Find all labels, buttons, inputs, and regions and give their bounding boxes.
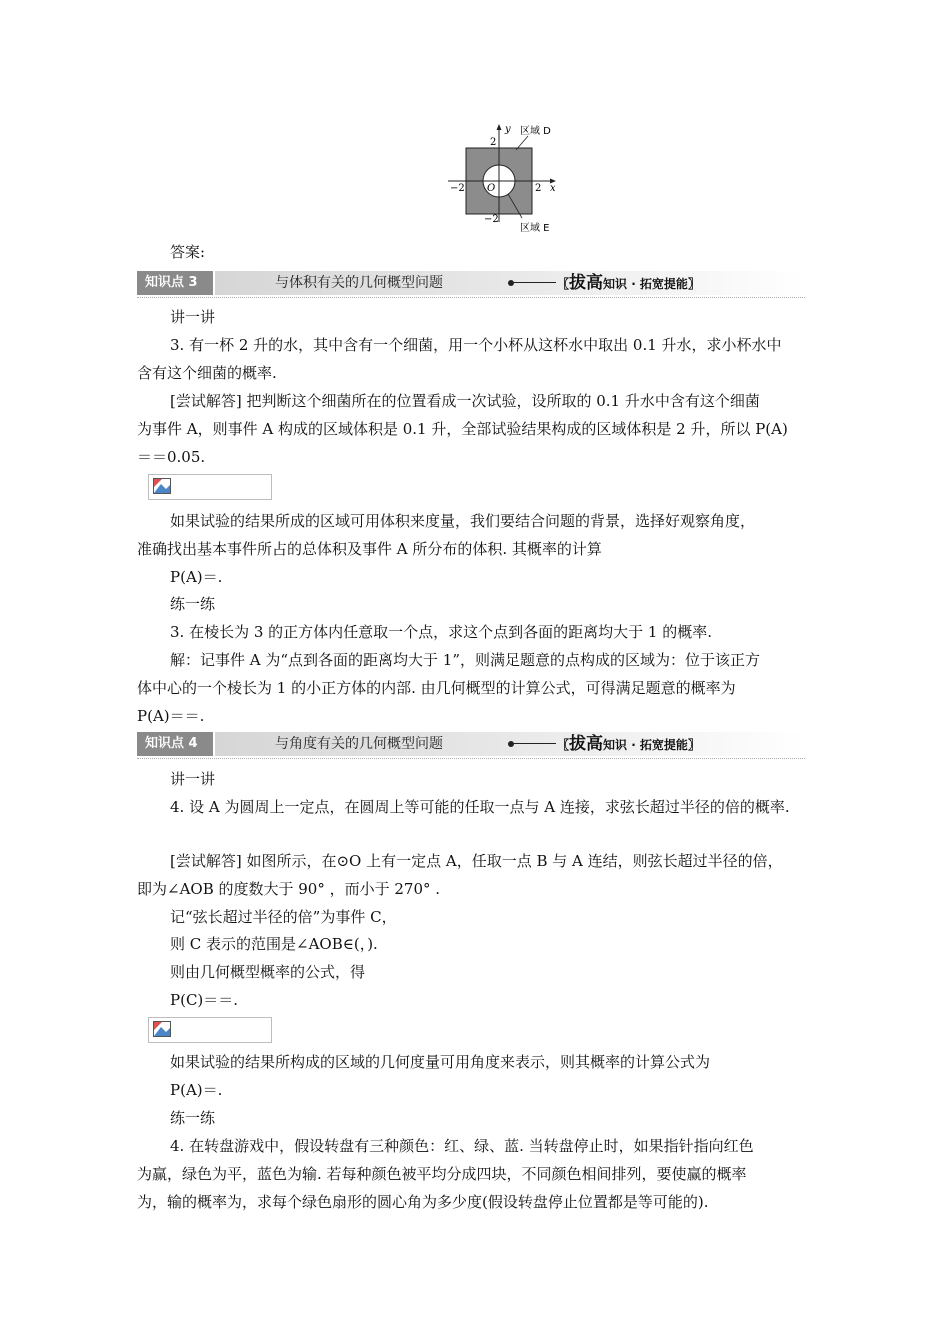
x-axis-label: x [550, 183, 556, 194]
section3-note-3: P(A)＝. [170, 568, 223, 586]
banner-line [514, 743, 556, 744]
section4-answer-3: 记“弦长超过半径的倍”为事件 C， [170, 908, 397, 926]
section3-banner [137, 271, 805, 295]
section4-tag: 知识点 4 [137, 732, 213, 756]
section3-practice-answer-1: 解：记事件 A 为“点到各面的距离均大于 1”，则满足题意的点构成的区域为：位于该正方 [170, 651, 761, 669]
section4-practice-question-1: 4. 在转盘游戏中，假设转盘有三种颜色：红、绿、蓝. 当转盘停止时，如果指针指向红色 [170, 1137, 754, 1155]
section4-practice-question-2: 为赢，绿色为平，蓝色为输. 若每种颜色被平均分成四块，不同颜色相间排列，要使赢的概率 [137, 1165, 747, 1183]
tick-left: −2 [450, 183, 465, 194]
section3-brand: 〖拔高知识 · 拓宽提能〗 [557, 273, 700, 293]
section3-answer-3: ＝＝0.05. [137, 448, 206, 466]
banner-dot [508, 741, 514, 747]
section4-practice: 练一练 [170, 1109, 216, 1127]
section4-note-1: 如果试验的结果所构成的区域的几何度量可用角度来表示，则其概率的计算公式为 [170, 1053, 711, 1071]
banner-dot [508, 280, 514, 286]
region-e-label: 区域 E [520, 223, 550, 234]
region-d-label: 区域 D [520, 126, 551, 137]
section4-answer-4: 则 C 表示的范围是∠AOB∈(，). [170, 935, 378, 953]
note-box-1 [148, 474, 272, 500]
y-axis-label: y [505, 124, 511, 135]
tick-bottom: −2 [484, 214, 499, 225]
section3-tag: 知识点 3 [137, 271, 213, 295]
brand-big: 拔高 [569, 273, 604, 293]
section3-practice-question: 3. 在棱长为 3 的正方体内任意取一个点，求这个点到各面的距离均大于 1 的概率. [170, 623, 713, 641]
answer-label: 答案: [170, 243, 206, 261]
section4-title: 与角度有关的几何概型问题 [275, 736, 443, 752]
section3-title: 与体积有关的几何概型问题 [275, 275, 443, 291]
section4-answer-5: 则由几何概型概率的公式，得 [170, 963, 366, 981]
region-figure [440, 118, 580, 238]
broken-image-icon [153, 478, 171, 494]
brand-small: 知识 · 拓宽提能 [603, 277, 688, 291]
note-box-2 [148, 1017, 272, 1043]
origin-label: O [487, 183, 496, 194]
section3-practice-answer-3: P(A)＝＝. [137, 707, 205, 725]
banner-line [514, 282, 556, 283]
section3-note-1: 如果试验的结果所成的区域可用体积来度量，我们要结合问题的背景，选择好观察角度， [170, 512, 756, 530]
section4-banner [137, 732, 805, 756]
section4-answer-6: P(C)＝＝. [170, 991, 239, 1009]
section4-practice-question-3: 为，输的概率为，求每个绿色扇形的圆心角为多少度(假设转盘停止位置都是等可能的). [137, 1193, 709, 1211]
section3-answer-1: [尝试解答] 把判断这个细菌所在的位置看成一次试验，设所取的 0.1 升水中含有这个细菌 [170, 392, 760, 410]
section4-answer-2: 即为∠AOB 的度数大于 90° ，而小于 270° . [137, 880, 441, 898]
banner-dashline [137, 758, 805, 759]
section3-answer-2: 为事件 A，则事件 A 构成的区域体积是 0.1 升，全部试验结果构成的区域体积是 2 升，所以 P(A) [137, 420, 788, 438]
section3-learn: 讲一讲 [170, 308, 216, 326]
section4-note-2: P(A)＝. [170, 1081, 223, 1099]
section3-practice: 练一练 [170, 595, 216, 613]
section3-question-2: 含有这个细菌的概率. [137, 364, 277, 382]
section4-question-1: 4. 设 A 为圆周上一定点，在圆周上等可能的任取一点与 A 连接，求弦长超过半径的倍的概率. [170, 798, 790, 816]
tick-top: 2 [490, 137, 497, 148]
broken-image-icon [153, 1021, 171, 1037]
brand-big: 拔高 [569, 734, 604, 754]
banner-dashline [137, 297, 805, 298]
y-axis-arrow [497, 124, 502, 130]
section3-practice-answer-2: 体中心的一个棱长为 1 的小正方体的内部. 由几何概型的计算公式，可得满足题意的概率为 [137, 679, 736, 697]
tick-right: 2 [535, 183, 542, 194]
section4-learn: 讲一讲 [170, 770, 216, 788]
section4-brand: 〖拔高知识 · 拓宽提能〗 [557, 734, 700, 754]
section3-question-1: 3. 有一杯 2 升的水，其中含有一个细菌，用一个小杯从这杯水中取出 0.1 升水，求小杯水中 [170, 336, 782, 354]
brand-small: 知识 · 拓宽提能 [603, 738, 688, 752]
section3-note-2: 准确找出基本事件所占的总体积及事件 A 所分布的体积. 其概率的计算 [137, 540, 602, 558]
section4-answer-1: [尝试解答] 如图所示，在⊙O 上有一定点 A，任取一点 B 与 A 连结，则弦长超过半径的倍， [170, 852, 783, 870]
